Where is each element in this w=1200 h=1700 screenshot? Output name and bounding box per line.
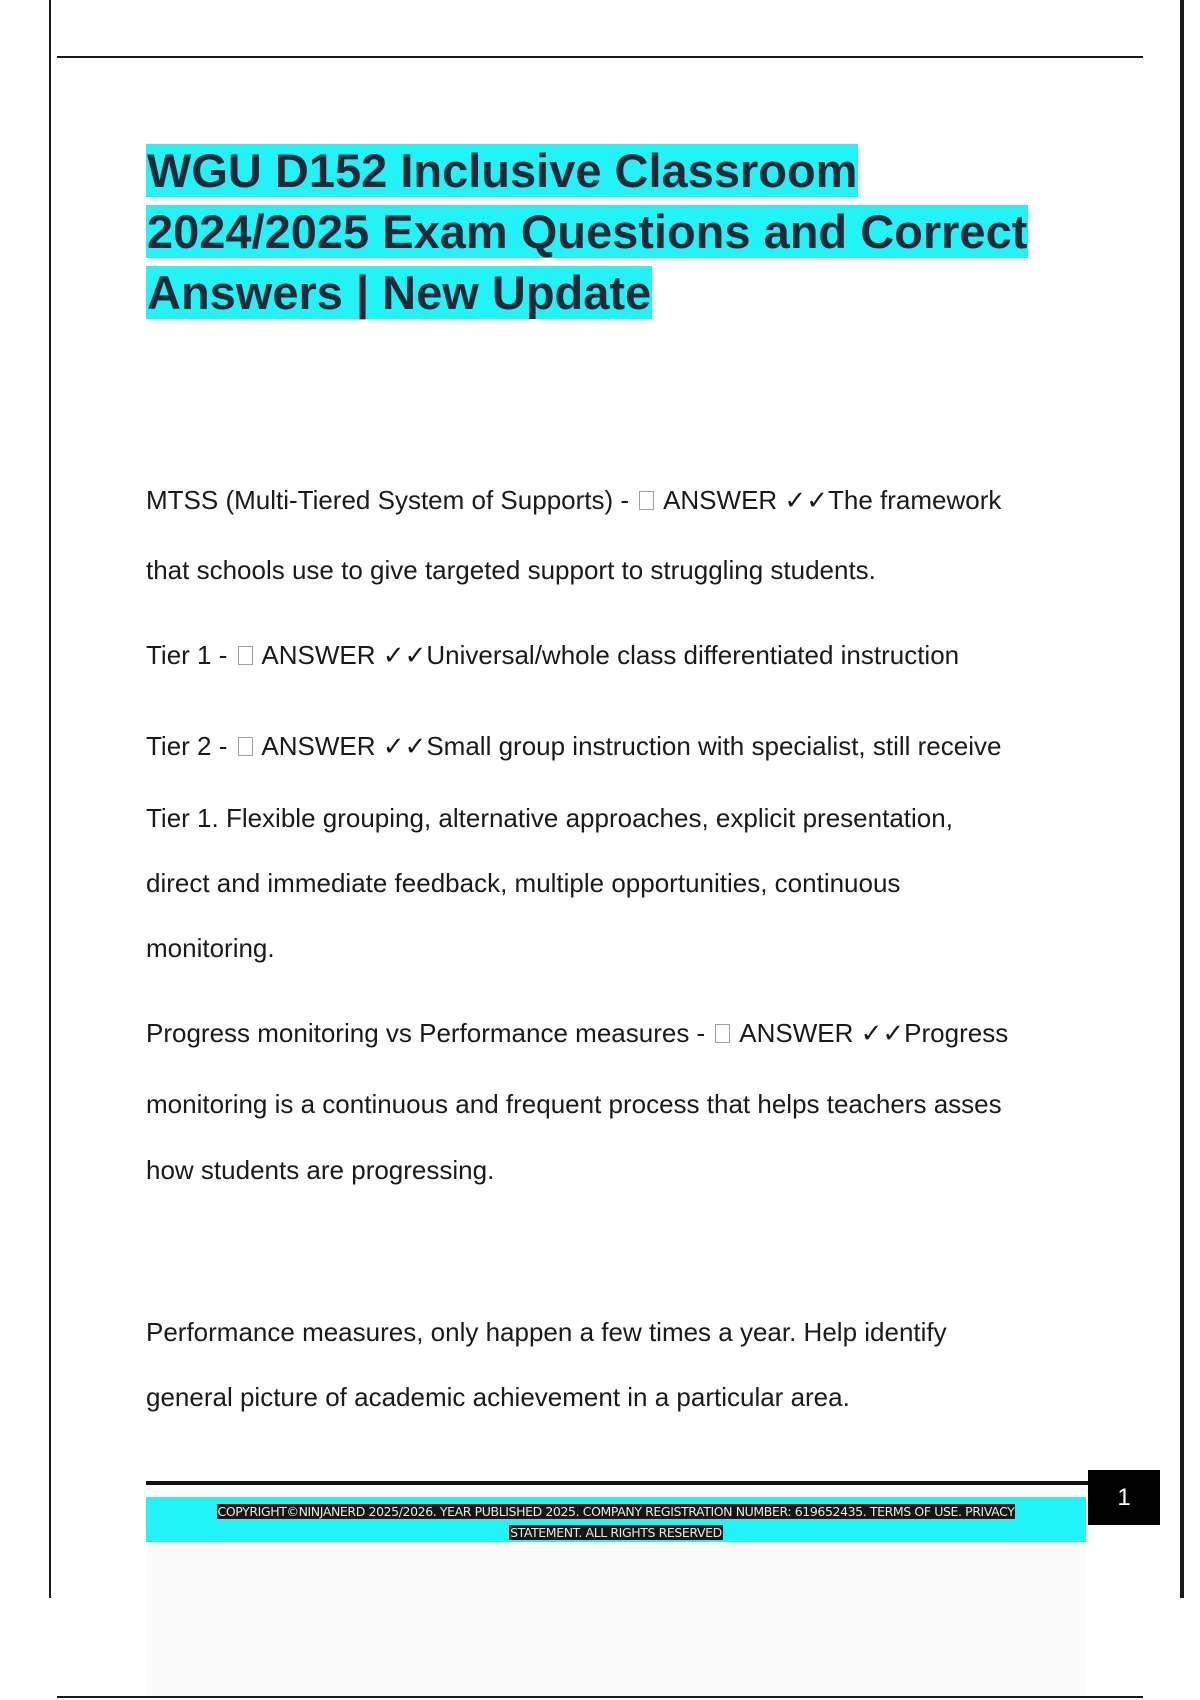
footer-copyright-line-2: STATEMENT. ALL RIGHTS RESERVED xyxy=(510,1525,722,1540)
answer-box-icon xyxy=(639,491,654,510)
answer-box-icon xyxy=(238,737,253,756)
tier2-answer-line-1: Small group instruction with specialist, still receive xyxy=(426,731,1002,761)
tier2-term: Tier 2 - xyxy=(146,731,235,761)
tier2-answer-line-4: monitoring. xyxy=(146,933,275,963)
tier2-check-icon: ✓✓ xyxy=(382,731,427,761)
tier1-answer-label: ANSWER xyxy=(261,640,376,670)
footer-rule xyxy=(146,1481,1090,1485)
page-number: 1 xyxy=(1088,1470,1160,1525)
mtss-check-icon: ✓✓ xyxy=(784,485,828,515)
title-line-3: Answers | New Update xyxy=(147,266,652,319)
answer-box-icon xyxy=(238,646,253,665)
mtss-answer-line-2: that schools use to give targeted support to struggling students. xyxy=(146,555,876,585)
mtss-question-line xyxy=(146,487,1096,513)
answer-box-icon xyxy=(715,1024,730,1043)
header-rule xyxy=(57,56,1143,58)
mtss-answer-label: ANSWER xyxy=(663,485,778,515)
page-left-border xyxy=(49,0,51,1598)
tier2-question-line xyxy=(146,733,1096,759)
document-title xyxy=(146,140,1106,323)
tier1-answer-line-1: Universal/whole class differentiated instruction xyxy=(426,640,960,670)
progress-answer-line-3: how students are progressing. xyxy=(146,1155,495,1185)
performance-line-2: general picture of academic achievement in a particular area. xyxy=(146,1382,850,1412)
lower-margin-shade xyxy=(146,1548,1086,1698)
page-right-border xyxy=(1180,0,1184,1598)
progress-term: Progress monitoring vs Performance measures - xyxy=(146,1018,713,1048)
progress-answer-line-1: Progress xyxy=(904,1018,1009,1048)
tier1-term: Tier 1 - xyxy=(146,640,235,670)
progress-answer-line-2: monitoring is a continuous and frequent process that helps teachers asses xyxy=(146,1089,1002,1119)
tier2-answer-line-2: Tier 1. Flexible grouping, alternative approaches, explicit presentation, xyxy=(146,803,953,833)
progress-check-icon: ✓✓ xyxy=(860,1018,905,1048)
mtss-answer-line-1: The framework xyxy=(828,485,1002,515)
progress-question-line xyxy=(146,1020,1096,1046)
progress-answer-label: ANSWER xyxy=(739,1018,854,1048)
footer-copyright xyxy=(160,1501,1072,1543)
title-line-2: 2024/2025 Exam Questions and Correct xyxy=(147,205,1028,258)
tier2-answer-line-3: direct and immediate feedback, multiple opportunities, continuous xyxy=(146,868,901,898)
bottom-rule xyxy=(57,1696,1143,1698)
title-line-1: WGU D152 Inclusive Classroom xyxy=(147,144,858,197)
tier2-answer-label: ANSWER xyxy=(261,731,376,761)
tier1-question-line xyxy=(146,642,1096,668)
tier1-check-icon: ✓✓ xyxy=(382,640,427,670)
performance-line-1: Performance measures, only happen a few times a year. Help identify xyxy=(146,1317,947,1347)
mtss-term: MTSS (Multi-Tiered System of Supports) - xyxy=(146,485,637,515)
footer-copyright-line-1: COPYRIGHT©NINJANERD 2025/2026. YEAR PUBLISHED 2025. COMPANY REGISTRATION NUMBER: 619652435. TERMS OF USE. PRIVACY xyxy=(217,1504,1015,1519)
